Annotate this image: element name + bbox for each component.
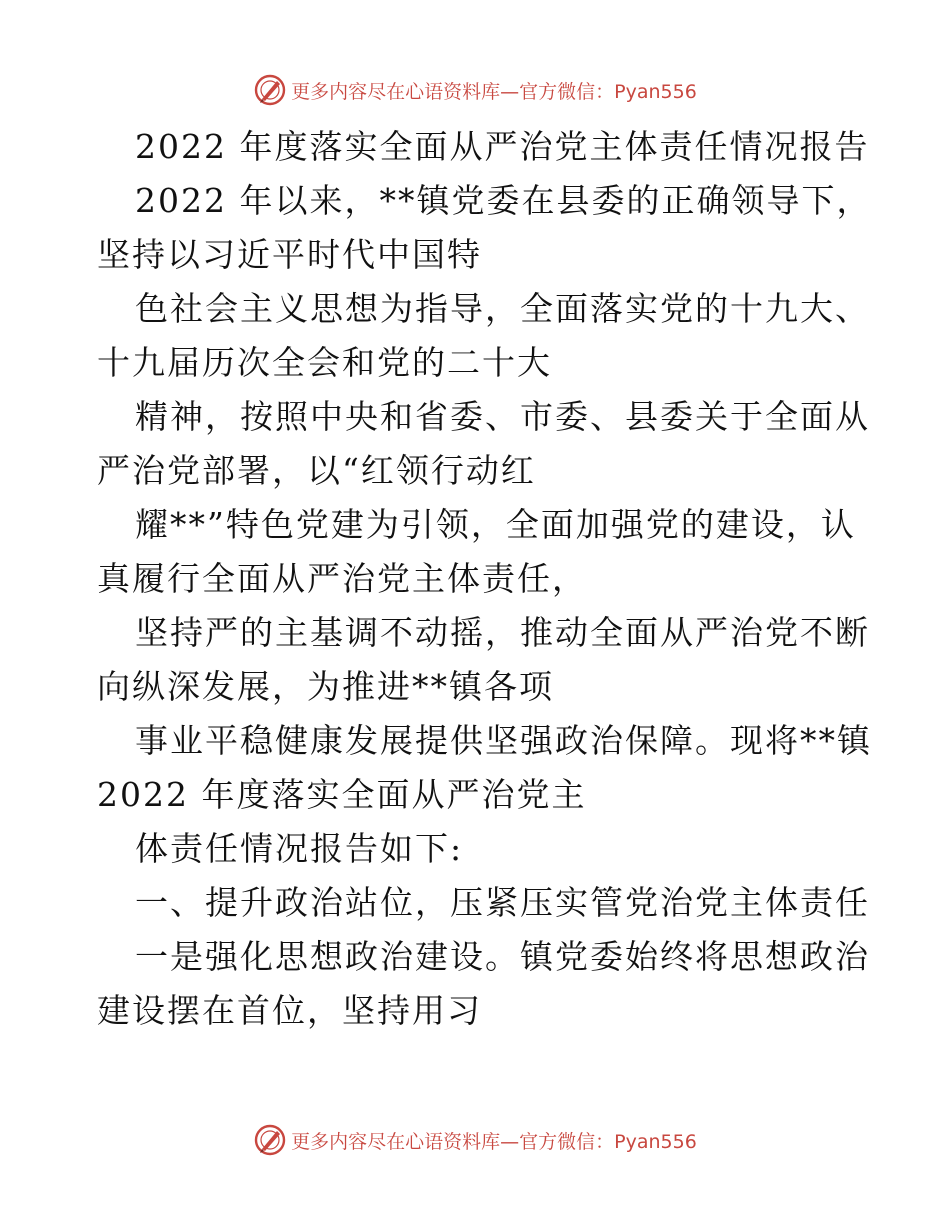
text-line: 精神，按照中央和省委、市委、县委关于全面从 (135, 397, 870, 436)
text-line: 2022 年以来，**镇党委在县委的正确领导下， (135, 181, 872, 220)
quill-seal-icon (253, 73, 287, 107)
watermark-text: 更多内容尽在心语资料库—官方微信：Pyan556 (291, 80, 697, 103)
text-line: 真履行全面从严治党主体责任， (97, 559, 587, 598)
document-body (97, 120, 872, 1038)
footer-watermark (0, 1120, 950, 1160)
text-line: 事业平稳健康发展提供坚强政治保障。现将**镇 (135, 721, 872, 760)
text-line: 一是强化思想政治建设。镇党委始终将思想政治 (135, 937, 870, 976)
text-line: 色社会主义思想为指导，全面落实党的十九大、 (135, 289, 870, 328)
text-line: 坚持以习近平时代中国特 (97, 235, 482, 274)
text-line: 坚持严的主基调不动摇，推动全面从严治党不断 (135, 613, 870, 652)
quill-seal-icon (253, 1123, 287, 1157)
text-line: 建设摆在首位，坚持用习 (97, 991, 482, 1030)
text-line: 体责任情况报告如下: (135, 829, 464, 868)
text-line: 2022 年度落实全面从严治党主体责任情况报告 (135, 127, 870, 166)
text-line: 十九届历次全会和党的二十大 (97, 343, 552, 382)
text-line: 2022 年度落实全面从严治党主 (97, 775, 587, 814)
header-watermark (0, 70, 950, 110)
text-line: 耀**”特色党建为引领，全面加强党的建设，认 (135, 505, 856, 544)
watermark-text: 更多内容尽在心语资料库—官方微信：Pyan556 (291, 1130, 697, 1153)
text-line: 向纵深发展，为推进**镇各项 (97, 667, 554, 706)
text-line: 一、提升政治站位，压紧压实管党治党主体责任 (135, 883, 870, 922)
text-line: 严治党部署，以“红领行动红 (97, 451, 536, 490)
